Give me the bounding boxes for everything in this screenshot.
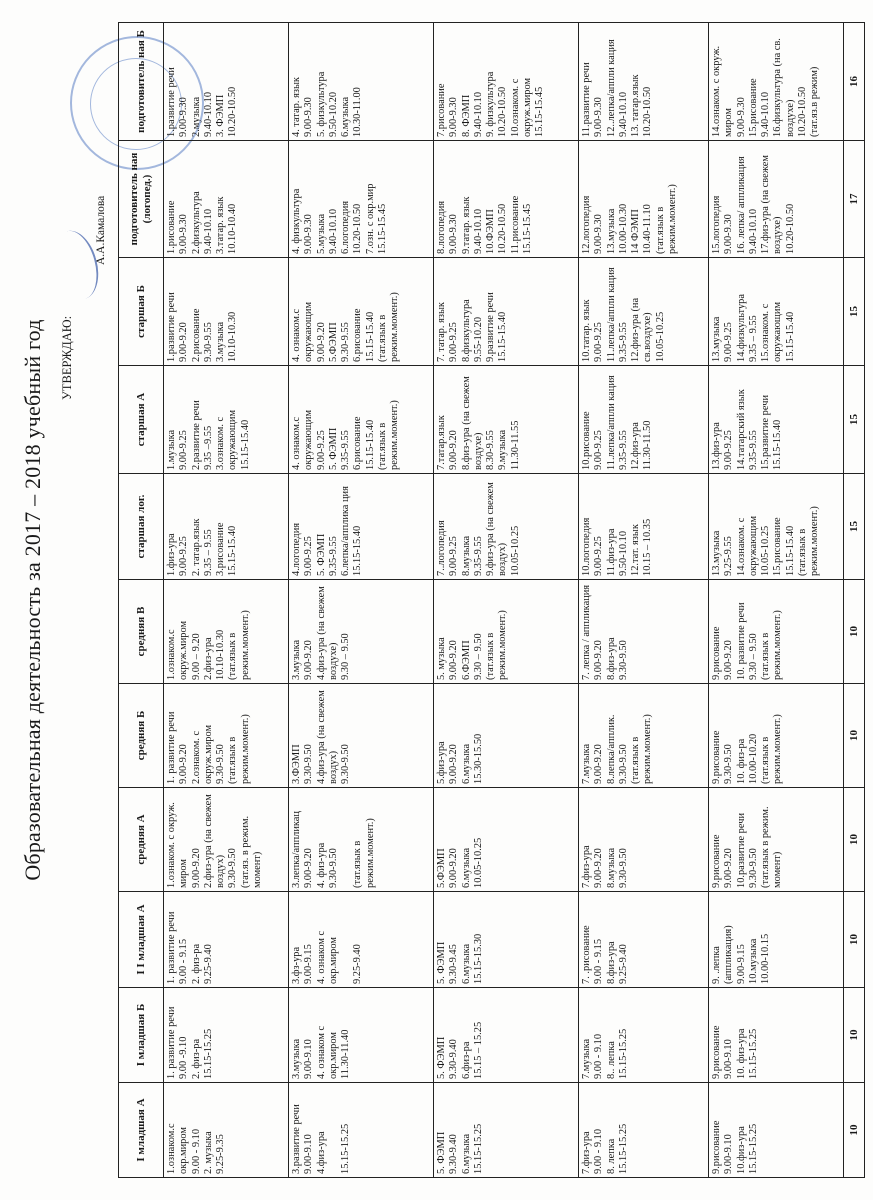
table-cell: 3.развитие речи 9.00-9.10 4.физ-ура 15.15-15.25 — [289, 1083, 434, 1178]
table-cell: 3.фз-ура 9.00-9.15 4. ознаком с окр.миром 9.25-9.40 — [289, 892, 434, 988]
table-cell: 9.рисование 9.00-9.20 10. развитие речи 9.30 – 9.50 (тат.язык в режим.момент.) — [709, 580, 844, 684]
column-header: подготовитель ная Б — [119, 23, 164, 141]
table-cell: 10.логопедия 9.00-9.25 11.физ-ура 9.50-10.10 12.тат. язык 10.15 – 10.35 — [579, 474, 709, 580]
table-cell: 1.музыка 9.00-9.25 2.развитие речи 9.35 –9.55 3.ознаком. с окружающим 15.15-15.40 — [164, 366, 289, 474]
total-cell: 17 — [844, 141, 865, 258]
total-cell: 10 — [844, 1083, 865, 1178]
table-cell: 12.логопедия 9.00-9.30 13.музыка 10.00-10.30 14 ФЭМП 10.40-11.10 (тат.язык в режим.момент.) — [579, 141, 709, 258]
table-cell: 4. ознаком.с окружающим 9.00-9.25 5. ФЭМП 9.35-9.55 6.рисование 15.15-15.40 (тат.язык в режим.момент.) — [289, 366, 434, 474]
column-header: старшая Б — [119, 258, 164, 366]
table-cell: 5. музыка 9.00-9.20 6.ФЭМП 9.30 – 9.50 (тат.язык в режим.момент.) — [434, 580, 579, 684]
table-cell: 10.татар. язык 9.00-9.25 11.лепка/аппли кация 9.35-9.55 12.физ-ура (на св.воздухе) 10.05-10.25 — [579, 258, 709, 366]
table-cell: 9. .лепка (аппликация) 9.00-9.15 10.музыка 10.00-10.15 — [709, 892, 844, 988]
column-header: старшая А — [119, 366, 164, 474]
column-header: I младшая А — [119, 1083, 164, 1178]
table-row — [709, 23, 844, 1178]
table-cell: 4.логопедия 9.00-9.25 5. ФЭМП 9.35-9.55 6.лепка/апплика ция 15.15-15.40 — [289, 474, 434, 580]
table-cell: 14.ознаком. с окруж. миром 9.00-9.30 15.рисование 9.40-10.10 16.физкультура (на св. воздухе) 10.20-10.50 (тат.яз.в режим) — [709, 23, 844, 141]
table-cell: 13.музыка 9.00-9.25 14.физкультура 9.35 – 9.55 15.ознаком. с окружающим 15.15-15.40 — [709, 258, 844, 366]
total-cell: 10 — [844, 684, 865, 788]
totals-row — [844, 23, 865, 1178]
table-cell: 7.музыка 9.00-9.20 8.лепка/апплик. 9.30-9.50 (тат.язык в режим.момент.) — [579, 684, 709, 788]
table-cell: 5. ФЭМП 9.30-9.45 6.музыка 15.15-15.30 — [434, 892, 579, 988]
total-cell: 15 — [844, 474, 865, 580]
table-cell: 1.рисование 9.00-9.30 2.физкультура 9.40-10.10 3.татар. язык 10.10-10.40 — [164, 141, 289, 258]
table-cell: 7. татар. язык 9.00-9.25 8.физкультура 9.55-10.20 9.развитие речи 15.15-15.40 — [434, 258, 579, 366]
table-cell: 7.рисование 9.00-9.30 8. ФЭМП 9.40-10.10 9. физкультура 10.20-10.50 10.ознаком. с окруж.миром 15.15-15.45 — [434, 23, 579, 141]
table-cell: 7.музыка 9.00 - 9.10 8.. лепка 15.15-15.25 — [579, 988, 709, 1083]
table-cell: 3.музыка 9.00-9.20 4.физ-ура (на свежем воздухе) 9.30 – 9.50 — [289, 580, 434, 684]
total-cell: 10 — [844, 788, 865, 892]
table-cell: 9.рисование 9.00-9.20 10.развитие речи 9.30-9.50 (тат.язык в режим. момент) — [709, 788, 844, 892]
column-header: средняя Б — [119, 684, 164, 788]
total-cell: 10 — [844, 988, 865, 1083]
table-cell: 7. лепка / аппликация 9.00-9.20 8.физ-ура 9.30-9.50 — [579, 580, 709, 684]
table-cell: 8.логопедия 9.00-9.30 9.татар. язык 9.40-10.10 10.ФЭМП 10.20-10.50 11.рисование 15.15-15.45 — [434, 141, 579, 258]
table-cell: 5. ФЭМП 9.30-9.40 6.физ-ра 15.15 – 15.25 — [434, 988, 579, 1083]
table-cell: 4. татар. язык 9.00-9.30 5. физкультура 9.50-10.20 6.музыка 10.30-11.00 — [289, 23, 434, 141]
page-title: Образовательная деятельность за 2017 – 2018 учебный год — [20, 319, 45, 881]
approve-label: УТВЕРЖДАЮ: — [60, 315, 74, 400]
table-cell: 7..логопедия 9.00-9.25 8.музыка 9.35-9.55 9.физ-ура (на свежем воздух) 10.05-10.25 — [434, 474, 579, 580]
table-cell: 1. развитие речи 9.00-9.20 2.ознаком. с окруж.миром 9.30-9.50 (тат.язык в режим.момент.) — [164, 684, 289, 788]
table-cell: 1.ознаком. с окруж. миром 9.00-9.20 2.физ-ура (на свежем воздух) 9.30-9.50 (тат.яз. в режим. момент) — [164, 788, 289, 892]
total-cell: 15 — [844, 366, 865, 474]
column-header: старшая лог. — [119, 474, 164, 580]
table-cell: 5.ФЭМП 9.00-9.20 6.музыка 10.05-10.25 — [434, 788, 579, 892]
table-cell: 1.ознаком.с окр.миром 9.00 - 9.10 2. музыка 9.25-9.35 — [164, 1083, 289, 1178]
table-cell: 1.развитие речи 9.00-9.20 2.рисование 9.30-9.55 3.музыка 10.10-10.30 — [164, 258, 289, 366]
table-cell: 11.развитие речи 9.00-9.30 12..лепка/аппли кация 9.40-10.10 13. татар.язык 10.20-10.50 — [579, 23, 709, 141]
table-row — [289, 23, 434, 1178]
table-cell: 3.лепка/аппликац 9.00-9.20 4. физ-ура 9.30-9.50 (тат.язык в режим.момент.) — [289, 788, 434, 892]
table-row — [164, 23, 289, 1178]
table-cell: 13.физ-ура 9.00-9.25 14.татарский язык 9.35-9.55 15.развитие речи 15.15-15.40 — [709, 366, 844, 474]
table-cell: 7.татар.язык 9.00-9.20 8.физ-ура (на свежем воздухе) 8.30-9.55 9.музыка 11.30-11.55 — [434, 366, 579, 474]
table-cell: 7.физ-ура 9.00 - 9.10 8. лепка 15.15-15.25 — [579, 1083, 709, 1178]
total-cell: 15 — [844, 258, 865, 366]
table-cell: 10.рисование 9.00-9.25 11.лепка/аппли кация 9.35-9.55 12.физ-ура 11.30-11.50 — [579, 366, 709, 474]
table-row — [579, 23, 709, 1178]
table-cell: 1. развитие речи 9.00 -9.10 2. физ-ра 15.15-15.25 — [164, 988, 289, 1083]
table-cell: 15.логопедия 9.00-9.30 16. лепка/ аппликация 9.40-10.10 17.физ-ура (на свежем воздухе) 10.20-10.50 — [709, 141, 844, 258]
table-cell: 1.развитие речи 9.00-9.30 2.музыка 9.40-10.10 3. ФЭМП 10.20-10.50 — [164, 23, 289, 141]
table-cell: 13.музыка 9.25-9.55 14.ознаком. с окружающим 10.05-10.25 15.рисование 15.15-15.40 (тат.язык в режим.момент.) — [709, 474, 844, 580]
table-cell: 1. развитие речи 9.00 - 9.15 2. физ-ра 9.25-9.40 — [164, 892, 289, 988]
table-cell: 5.физ-ура 9.00-9.20 6.музыка 15.30-15.50 — [434, 684, 579, 788]
column-header: подготовитель ная (логопед.) — [119, 141, 164, 258]
table-cell: 4. ознаком.с окружающим 9.00-9.20 5.ФЭМП 9.30-9.55 6.рисование 15.15-15.40 (тат.язык в режим.момент.) — [289, 258, 434, 366]
signer-name: А.А.Камалова — [95, 195, 107, 265]
column-header: средняя А — [119, 788, 164, 892]
schedule-table — [118, 22, 865, 1178]
table-cell: 5. ФЭМП 9.30-9.40 6.музыка 15.15-15.25 — [434, 1083, 579, 1178]
table-cell: 4. физкультура 9.00-9.30 5.музыка 9.40-10.10 6.логопедия 10.20-10.50 7.озн. с окр.мир 15.15-15.45 — [289, 141, 434, 258]
header-row — [119, 23, 164, 1178]
table-cell: 9.рисование 9.30-9.50 10. физ-ра 10.00-10.20 (тат.язык в режим.момент.) — [709, 684, 844, 788]
table-cell: 7. .рисование 9.00 - 9.15 8.физ-ура 9.25-9.40 — [579, 892, 709, 988]
column-header: I I младшая А — [119, 892, 164, 988]
table-row — [434, 23, 579, 1178]
column-header: средняя В — [119, 580, 164, 684]
table-cell: 3.ФЭМП 9.30-9.50 4.физ-ура (на свежем воздух) 9.30-9.50 — [289, 684, 434, 788]
table-cell: 3.музыка 9.00-9.10 4. ознаком с окр.миром 11.30-11.40 — [289, 988, 434, 1083]
table-cell: 9.рисование 9.00-9.10 10.физ-ура 15.15-15.25 — [709, 1083, 844, 1178]
total-cell: 10 — [844, 892, 865, 988]
total-cell: 16 — [844, 23, 865, 141]
table-cell: 1.физ-ура 9.00-9.25 2. татар.язык 9.35 – 9.55 3.рисование 15.15-15.40 — [164, 474, 289, 580]
total-cell: 10 — [844, 580, 865, 684]
table-cell: 1.ознаком.с окруж.миром 9.00 – 9.20 2.физ-ура 10.10-10.30 (тат.язык в режим.момент.) — [164, 580, 289, 684]
table-cell: 7.физ-ура 9.00-9.20 8.музыка 9.30-9.50 — [579, 788, 709, 892]
column-header: I младшая Б — [119, 988, 164, 1083]
table-cell: 9.рисование 9.00-9.10 10. физ-ура 15.15-15.25 — [709, 988, 844, 1083]
